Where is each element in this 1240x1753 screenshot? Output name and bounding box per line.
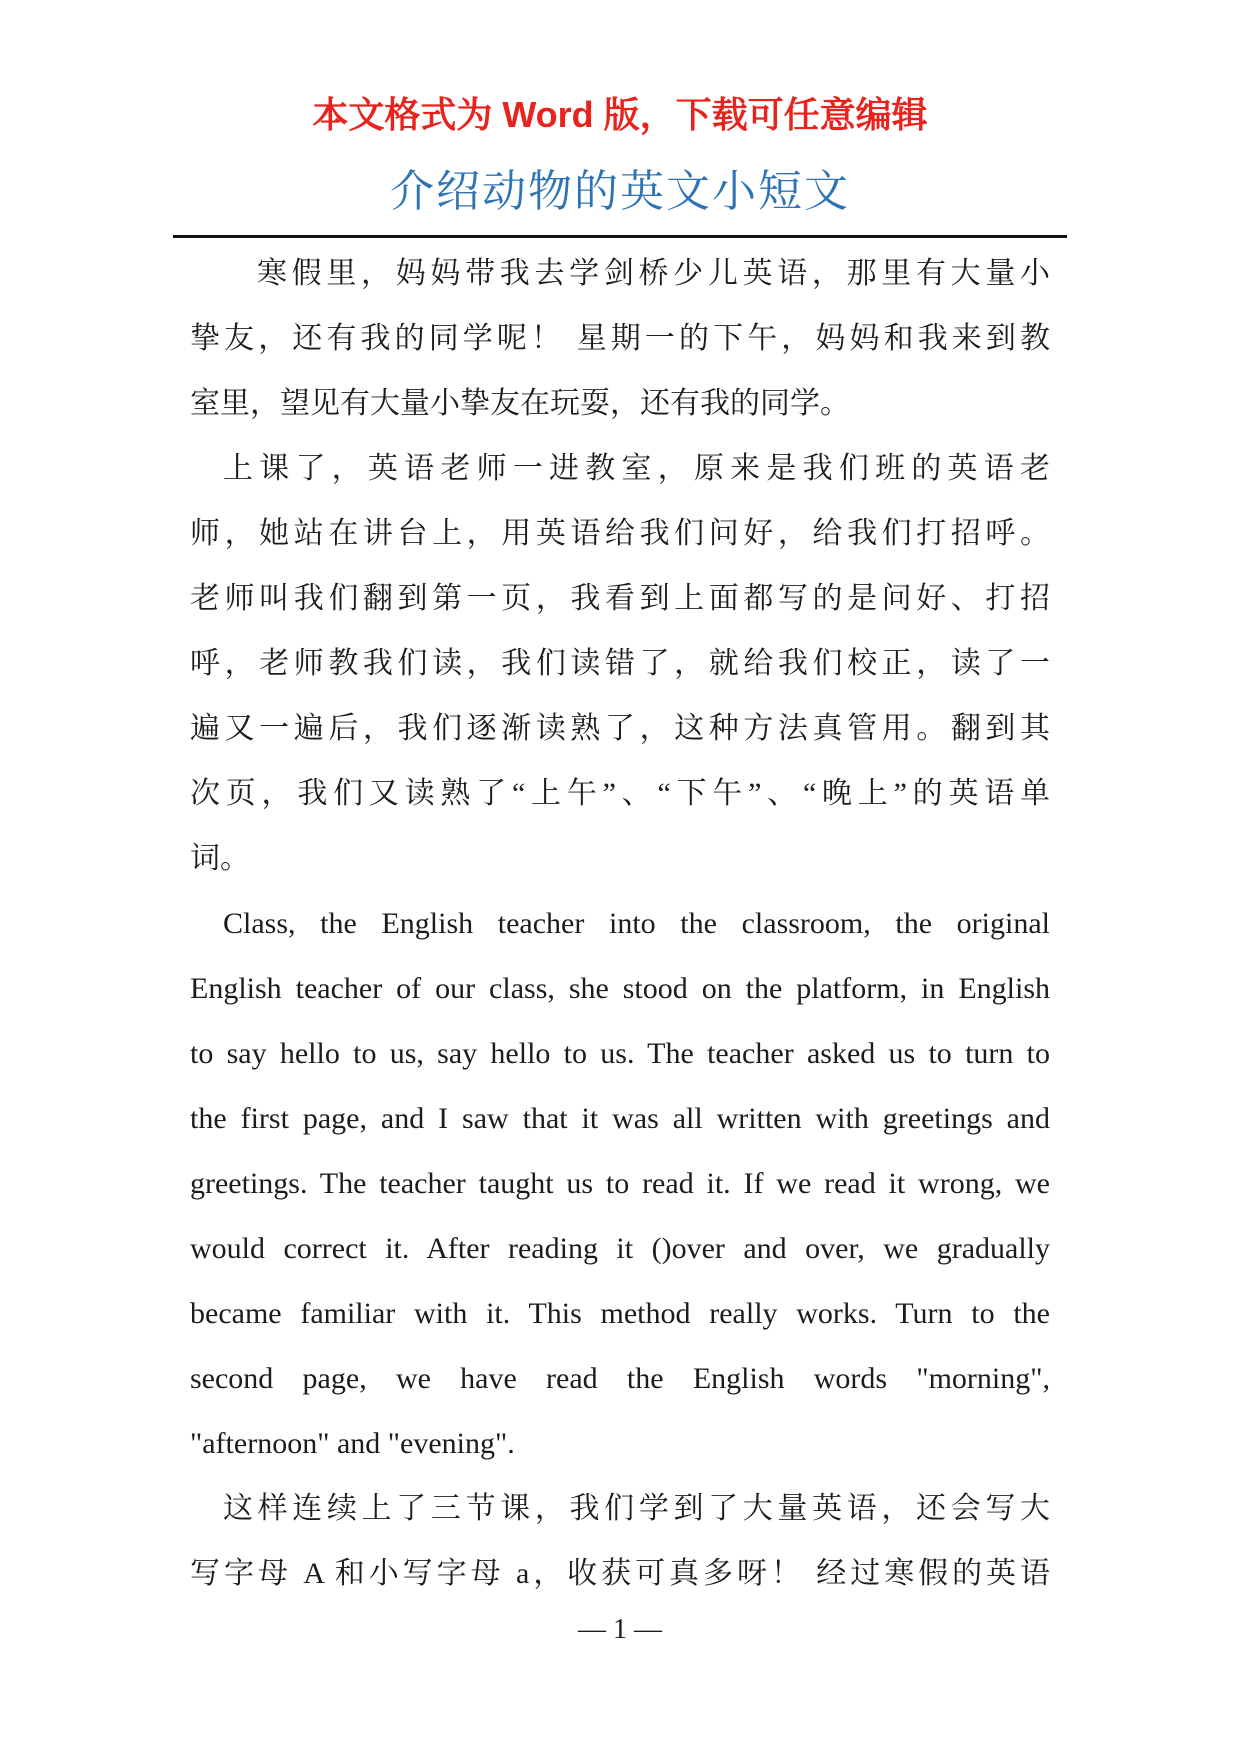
format-notice: 本文格式为 Word 版，下载可任意编辑 <box>312 94 928 135</box>
text-line: English teacher of our class, she stood on the platform, in English <box>190 972 1050 1005</box>
text-line: 次页，我们又读熟了“上午”、“下午”、“晚上”的英语单 <box>190 777 1050 810</box>
text-line: Class, the English teacher into the classroom, the original <box>223 907 1050 940</box>
text-line: 这样连续上了三节课，我们学到了大量英语，还会写大 <box>223 1492 1050 1525</box>
paragraph-1 <box>190 241 1050 436</box>
text-line: 寒假里，妈妈带我去学剑桥少儿英语，那里有大量小 <box>257 257 1050 290</box>
text-line: "afternoon" and "evening". <box>190 1427 515 1460</box>
document-title: 介绍动物的英文小短文 <box>390 167 850 216</box>
text-line: 词。 <box>190 842 250 875</box>
document-body <box>190 241 1050 1606</box>
text-line: 遍又一遍后，我们逐渐读熟了，这种方法真管用。翻到其 <box>190 712 1050 745</box>
text-line: 呼，老师教我们读，我们读错了，就给我们校正，读了一 <box>190 647 1050 680</box>
paragraph-4 <box>190 1476 1050 1606</box>
text-line: 写字母 A 和小写字母 a，收获可真多呀！ 经过寒假的英语 <box>190 1557 1050 1590</box>
text-line: to say hello to us, say hello to us. The teacher asked us to turn to <box>190 1037 1050 1070</box>
text-line: the first page, and I saw that it was all written with greetings and <box>190 1102 1050 1135</box>
text-line: 室里，望见有大量小挚友在玩耍，还有我的同学。 <box>190 387 850 420</box>
text-line: 挚友，还有我的同学呢！ 星期一的下午，妈妈和我来到教 <box>190 322 1050 355</box>
text-line: second page, we have read the English words "morning", <box>190 1362 1050 1395</box>
text-line: greetings. The teacher taught us to read it. If we read it wrong, we <box>190 1167 1050 1200</box>
title-divider <box>173 235 1067 238</box>
page-number: — 1 — <box>578 1614 662 1645</box>
text-line: would correct it. After reading it ()over and over, we gradually <box>190 1232 1050 1265</box>
paragraph-3-english <box>190 891 1050 1476</box>
text-line: 上课了，英语老师一进教室，原来是我们班的英语老 <box>223 452 1050 485</box>
text-line: 师，她站在讲台上，用英语给我们问好，给我们打招呼。 <box>190 517 1050 550</box>
paragraph-2 <box>190 436 1050 891</box>
text-line: became familiar with it. This method really works. Turn to the <box>190 1297 1050 1330</box>
text-line: 老师叫我们翻到第一页，我看到上面都写的是问好、打招 <box>190 582 1050 615</box>
